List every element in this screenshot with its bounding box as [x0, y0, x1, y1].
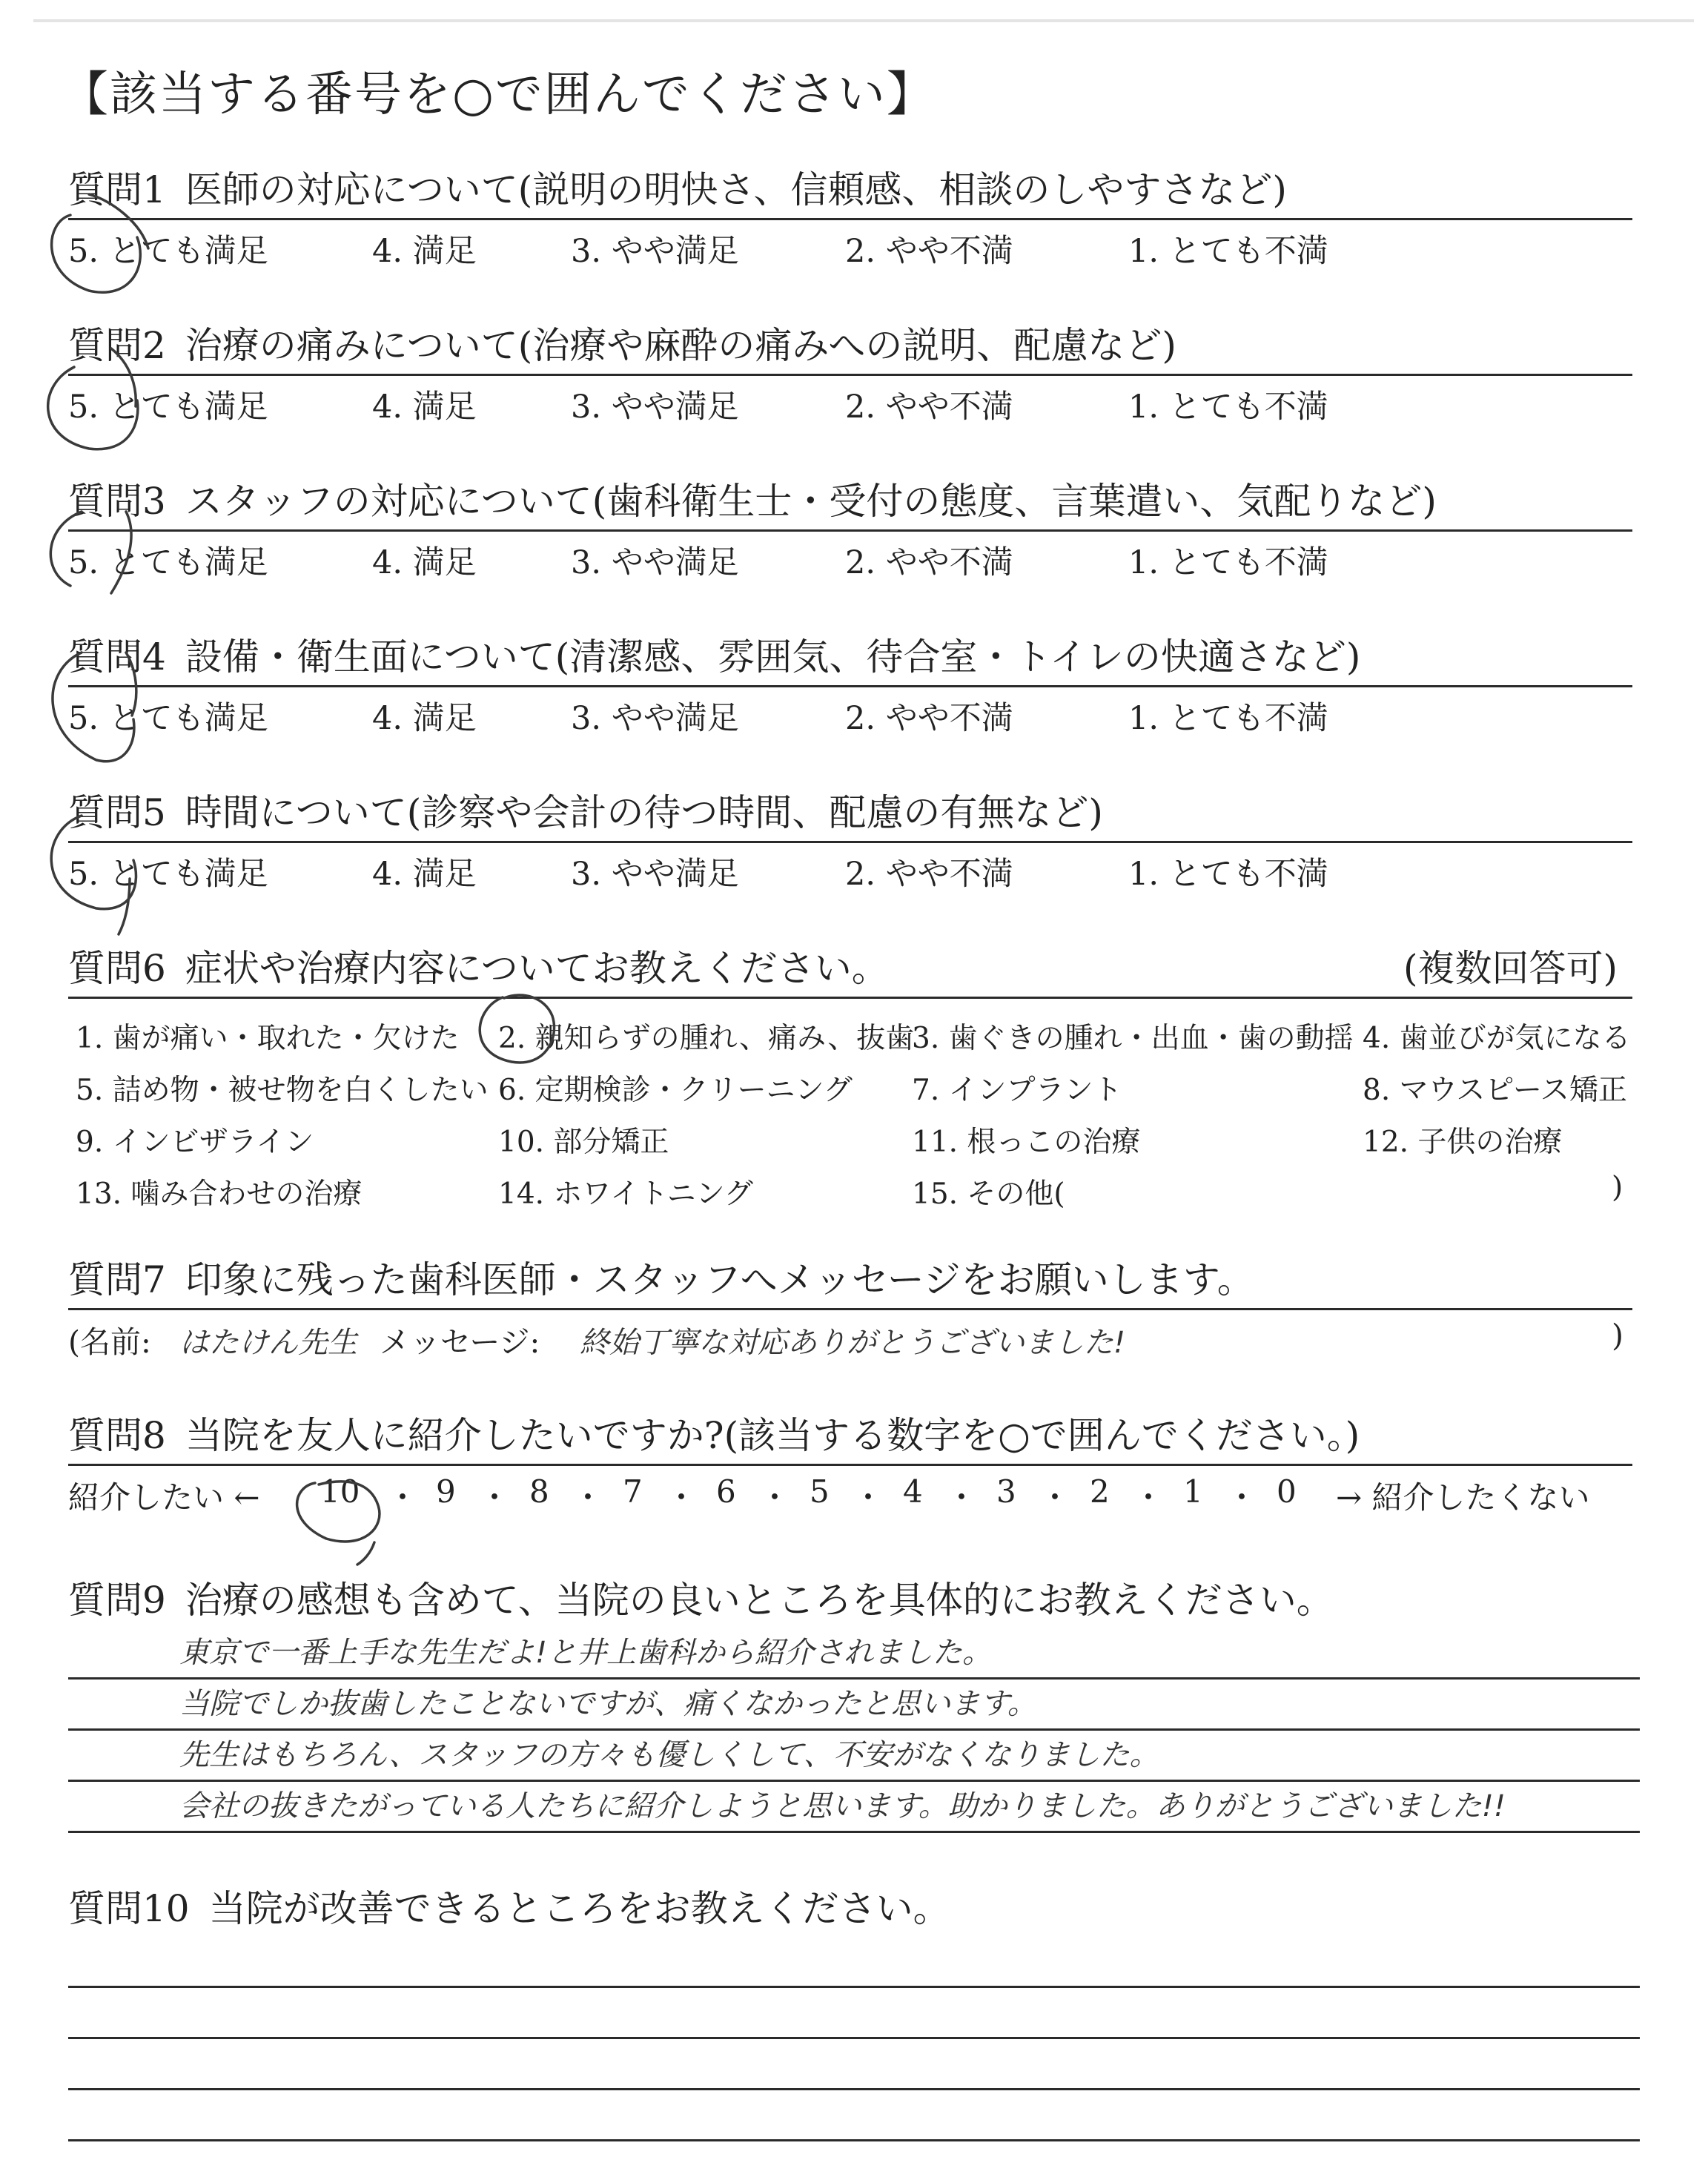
- rating-option-4[interactable]: 4. 満足: [372, 389, 477, 426]
- answer-line[interactable]: [68, 1988, 1640, 2039]
- question-text: 印象に残った歯科医師・スタッフへメッセージをお願いします。: [185, 1258, 1254, 1301]
- scale-right-label: → 紹介したくない: [1336, 1479, 1590, 1516]
- question-text: 医師の対応について(説明の明快さ、信頼感、相談のしやすさなど): [185, 168, 1287, 211]
- rating-option-4[interactable]: 4. 満足: [372, 700, 477, 737]
- answer-line[interactable]: [68, 1680, 1640, 1731]
- answer-text: 会社の抜きたがっている人たちに紹介しようと思います。助かりました。ありがとうございました!!: [179, 1789, 1506, 1823]
- question-text: 設備・衛生面について(清潔感、雰囲気、待合室・トイレの快適さなど): [185, 635, 1361, 678]
- rating-option-1[interactable]: 1. とても不満: [1128, 389, 1328, 426]
- rating-option-2[interactable]: 2. やや不満: [845, 233, 1013, 270]
- symptom-option-4[interactable]: 4. 歯並びが気になる: [1363, 1022, 1631, 1055]
- question-number: 質問2: [68, 324, 166, 367]
- scale-dot: ・: [572, 1479, 604, 1516]
- scale-value-7[interactable]: 7: [623, 1473, 643, 1510]
- question-text: 当院を友人に紹介したいですか?(該当する数字を○で囲んでください。): [185, 1414, 1360, 1457]
- scale-dot: ・: [479, 1479, 511, 1516]
- scale-dot: ・: [1039, 1479, 1071, 1516]
- multiple-answers-note: (複数回答可): [1403, 947, 1618, 990]
- message-label: メッセージ:: [380, 1324, 540, 1360]
- scale-value-10[interactable]: 10: [320, 1473, 360, 1510]
- question-number: 質問8: [68, 1414, 166, 1457]
- rating-option-5[interactable]: 5. とても満足: [68, 233, 268, 270]
- symptom-option-9[interactable]: 9. インビザライン: [76, 1126, 314, 1159]
- symptom-option-10[interactable]: 10. 部分矯正: [498, 1126, 669, 1159]
- question-number: 質問6: [68, 947, 166, 990]
- question-8: [68, 1406, 1640, 1518]
- rating-option-1[interactable]: 1. とても不満: [1128, 700, 1328, 737]
- recommend-scale: [68, 1466, 1640, 1518]
- scale-dot: ・: [666, 1479, 698, 1516]
- question-text: 時間について(診察や会計の待つ時間、配慮の有無など): [185, 791, 1103, 834]
- rating-options: [68, 687, 1640, 739]
- question-text: 症状や治療内容についてお教えください。: [185, 947, 889, 990]
- question-number: 質問1: [68, 168, 166, 211]
- answer-line[interactable]: [68, 2090, 1640, 2141]
- question-5: [68, 783, 1640, 895]
- improvements-answer[interactable]: [68, 1937, 1640, 2141]
- rating-option-4[interactable]: 4. 満足: [372, 233, 477, 270]
- name-label: (名前:: [68, 1324, 151, 1360]
- rating-option-3[interactable]: 3. やや満足: [571, 856, 739, 893]
- other-close-paren: ): [1612, 1171, 1623, 1204]
- scale-dot: ・: [946, 1479, 978, 1516]
- good-points-answer[interactable]: [68, 1628, 1640, 1833]
- question-10: [68, 1879, 1640, 2141]
- rating-option-3[interactable]: 3. やや満足: [571, 389, 739, 426]
- rating-option-4[interactable]: 4. 満足: [372, 856, 477, 893]
- symptom-option-15[interactable]: 15. その他(: [912, 1178, 1065, 1211]
- rating-option-1[interactable]: 1. とても不満: [1128, 856, 1328, 893]
- question-number: 質問3: [68, 480, 166, 523]
- rating-option-2[interactable]: 2. やや不満: [845, 700, 1013, 737]
- message-close-paren: ): [1612, 1318, 1623, 1353]
- question-text: 治療の痛みについて(治療や麻酔の痛みへの説明、配慮など): [185, 324, 1176, 367]
- rating-option-1[interactable]: 1. とても不満: [1128, 233, 1328, 270]
- symptom-option-6[interactable]: 6. 定期検診・クリーニング: [498, 1074, 853, 1107]
- message-value[interactable]: 終始丁寧な対応ありがとうございました!: [580, 1326, 1126, 1360]
- rating-options: [68, 843, 1640, 895]
- rating-option-2[interactable]: 2. やや不満: [845, 544, 1013, 581]
- scale-value-4[interactable]: 4: [903, 1473, 923, 1510]
- scale-value-3[interactable]: 3: [996, 1473, 1016, 1510]
- rating-option-5[interactable]: 5. とても満足: [68, 700, 268, 737]
- question-text: スタッフの対応について(歯科衛生士・受付の態度、言葉遣い、気配りなど): [185, 480, 1437, 523]
- symptom-option-11[interactable]: 11. 根っこの治療: [912, 1126, 1141, 1159]
- question-4: [68, 627, 1640, 739]
- question-3: [68, 472, 1640, 584]
- symptom-option-5[interactable]: 5. 詰め物・被せ物を白くしたい: [76, 1074, 489, 1107]
- answer-text: 東京で一番上手な先生だよ!と井上歯科から紹介されました。: [179, 1636, 993, 1670]
- instructions-header: 【該当する番号を○で囲んでください】: [61, 67, 936, 122]
- symptom-option-12[interactable]: 12. 子供の治療: [1363, 1126, 1563, 1159]
- rating-options: [68, 220, 1640, 272]
- question-text: 当院が改善できるところをお教えください。: [208, 1887, 950, 1930]
- rating-option-5[interactable]: 5. とても満足: [68, 544, 268, 581]
- scale-value-5[interactable]: 5: [810, 1473, 830, 1510]
- rating-options: [68, 376, 1640, 428]
- rating-option-5[interactable]: 5. とても満足: [68, 389, 268, 426]
- scale-value-0[interactable]: 0: [1277, 1473, 1297, 1510]
- symptom-option-2[interactable]: 2. 親知らずの腫れ、痛み、抜歯: [498, 1022, 915, 1055]
- answer-line[interactable]: [68, 2039, 1640, 2090]
- scale-left-label: 紹介したい ←: [68, 1479, 260, 1516]
- question-1: [68, 160, 1640, 272]
- question-number: 質問4: [68, 635, 166, 678]
- question-number: 質問10: [68, 1887, 190, 1930]
- rating-option-3[interactable]: 3. やや満足: [571, 544, 739, 581]
- question-9: [68, 1571, 1640, 1833]
- scale-value-8[interactable]: 8: [529, 1473, 549, 1510]
- symptom-option-13[interactable]: 13. 噛み合わせの治療: [76, 1178, 363, 1211]
- name-value[interactable]: はたけん先生: [179, 1326, 357, 1360]
- answer-line[interactable]: [68, 1782, 1640, 1833]
- scale-dot: ・: [1226, 1479, 1258, 1516]
- scale-dot: ・: [853, 1479, 884, 1516]
- rating-option-2[interactable]: 2. やや不満: [845, 389, 1013, 426]
- scale-dot: ・: [387, 1479, 419, 1516]
- scale-value-2[interactable]: 2: [1090, 1473, 1110, 1510]
- symptom-option-1[interactable]: 1. 歯が痛い・取れた・欠けた: [76, 1022, 460, 1055]
- answer-text: 先生はもちろん、スタッフの方々も優しくして、不安がなくなりました。: [179, 1738, 1159, 1772]
- rating-option-3[interactable]: 3. やや満足: [571, 233, 739, 270]
- symptom-option-8[interactable]: 8. マウスピース矯正: [1363, 1074, 1627, 1107]
- answer-line[interactable]: [68, 1731, 1640, 1782]
- answer-line[interactable]: [68, 1628, 1640, 1680]
- rating-option-3[interactable]: 3. やや満足: [571, 700, 739, 737]
- scale-value-6[interactable]: 6: [716, 1473, 736, 1510]
- answer-line[interactable]: [68, 1937, 1640, 1988]
- rating-option-5[interactable]: 5. とても満足: [68, 856, 268, 893]
- symptom-option-14[interactable]: 14. ホワイトニング: [498, 1178, 753, 1211]
- question-6: [68, 939, 1640, 1221]
- rating-option-1[interactable]: 1. とても不満: [1128, 544, 1328, 581]
- scan-edge: [33, 19, 1694, 22]
- rating-option-4[interactable]: 4. 満足: [372, 544, 477, 581]
- message-row[interactable]: [68, 1310, 1640, 1359]
- rating-options: [68, 532, 1640, 584]
- answer-text: 当院でしか抜歯したことないですが、痛くなかったと思います。: [179, 1687, 1037, 1721]
- question-7: [68, 1250, 1640, 1359]
- symptom-options: [68, 999, 1640, 1221]
- question-number: 質問5: [68, 791, 166, 834]
- question-2: [68, 316, 1640, 428]
- scale-value-1[interactable]: 1: [1183, 1473, 1203, 1510]
- symptom-option-3[interactable]: 3. 歯ぐきの腫れ・出血・歯の動揺: [912, 1022, 1354, 1055]
- symptom-option-7[interactable]: 7. インプラント: [912, 1074, 1122, 1107]
- rating-option-2[interactable]: 2. やや不満: [845, 856, 1013, 893]
- question-number: 質問7: [68, 1258, 166, 1301]
- question-text: 治療の感想も含めて、当院の良いところを具体的にお教えください。: [185, 1579, 1334, 1622]
- question-number: 質問9: [68, 1579, 166, 1622]
- scale-value-9[interactable]: 9: [436, 1473, 456, 1510]
- scale-dot: ・: [1133, 1479, 1165, 1516]
- scale-dot: ・: [759, 1479, 791, 1516]
